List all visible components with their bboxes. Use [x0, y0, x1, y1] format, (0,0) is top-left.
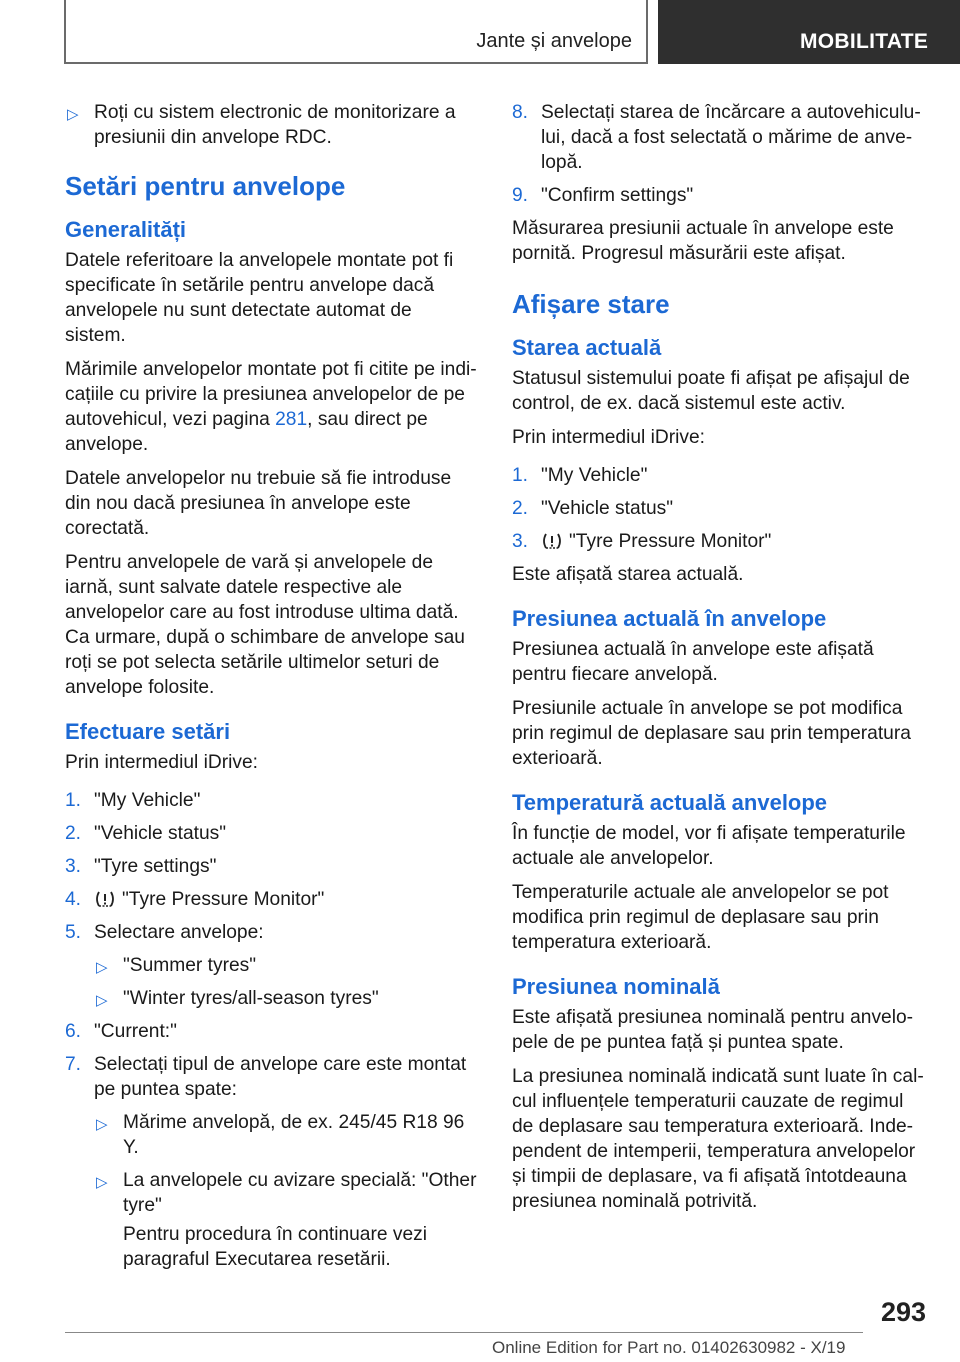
sub-bullet: ▷ Mărime anvelopă, de ex. 245/45 R18 96 Y. [96, 1112, 465, 1158]
step-item: 5. Selectare anvelope: [65, 922, 264, 943]
triangle-bullet-icon: ▷ [96, 959, 108, 976]
section-header-box [64, 0, 648, 64]
step-item: 7. Selectați tipul de anvelope care este montat pe puntea spate: [65, 1054, 467, 1100]
heading-make-settings: Efectuare setări [65, 719, 231, 744]
chapter-title: MOBILITATE [800, 30, 929, 53]
left-column [65, 100, 477, 1281]
footer-edition: Online Edition for Part no. 01402630982 - X/19 [492, 1338, 846, 1357]
heading-current-status: Starea actuală [512, 335, 662, 360]
paragraph-with-link: Mărimile anvelopelor montate pot fi citite pe indicațiile cu privire la presiunea anvelopelor de pe autovehicul, vezi pagina 281, sau direct pe anvelope. [65, 359, 477, 455]
heading-current-temperature: Temperatură actuală anvelope [512, 790, 828, 815]
paragraph: Este afișată presiunea nominală pentru anvelopele de pe puntea față și puntea spate. [512, 1007, 914, 1053]
step-item: 1. "My Vehicle" [512, 465, 648, 486]
page-header [0, 0, 960, 66]
step-item: 1. "My Vehicle" [65, 790, 201, 811]
right-column [512, 100, 926, 1223]
intro-bullet: ▷ Roți cu sistem electronic de monitorizare a presiunii din anvelope RDC. [67, 102, 456, 148]
chapter-tab [658, 0, 960, 64]
step-item: 3. "Tyre settings" [65, 856, 217, 877]
sub-list [65, 1110, 477, 1272]
heading-tyre-settings: Setări pentru anvelope [65, 171, 346, 201]
step-note: Pentru procedura în continuare vezi paragraful Executarea resetării. [123, 1224, 427, 1270]
paragraph: Pentru anvelopele de vară și anvelopele de iarnă, sunt salvate datele respective ale anvelopelor care au fost introduse ultima dată. Ca urmare, după o schimbare de anvelope sau roți se pot selecta setările ultimelor seturi de anvelope folosite. [65, 552, 465, 698]
section-title: Jante și anvelope [476, 30, 632, 52]
heading-general: Generalități [65, 217, 187, 242]
heading-status-display: Afișare stare [512, 289, 670, 319]
paragraph: Temperaturile actuale ale anvelopelor se pot modifica prin regimul de deplasare sau prin temperatura exterioară. [512, 882, 889, 953]
sub-bullet: ▷ "Summer tyres" [94, 953, 477, 978]
step-item: 2. "Vehicle status" [65, 823, 227, 844]
heading-nominal-pressure: Presiunea nominală [512, 974, 720, 999]
triangle-bullet-icon: ▷ [67, 106, 79, 123]
triangle-bullet-icon: ▷ [96, 992, 108, 1009]
step-item: 4. "Tyre Pressure Monitor" [65, 889, 325, 910]
paragraph: Este afișată starea actuală. [512, 564, 744, 585]
paragraph: Presiunea actuală în anvelope este afișată pentru fiecare anvelopă. [512, 639, 874, 685]
step-item: 6. "Current:" [65, 1021, 177, 1042]
paragraph: La presiunea nominală indicată sunt luate în calcul influențele temperaturii cauzate de regimul de deplasare sau temperatura exterioară. Independent de intemperii, temperatura anvelopelor și timpii de deplasare, va fi afișată întotdeauna presiunea nominală potrivită. [512, 1066, 924, 1212]
triangle-bullet-icon: ▷ [96, 1174, 108, 1191]
paragraph: Statusul sistemului poate fi afișat pe afișajul de control, de ex. dacă sistemul este activ. [512, 368, 910, 414]
paragraph: Presiunile actuale în anvelope se pot modifica prin regimul de deplasare sau prin temperatura exterioară. [512, 698, 911, 769]
step-item: 3. "Tyre Pressure Monitor" [512, 531, 772, 552]
via-idrive: Prin intermediul iDrive: [512, 427, 705, 448]
sub-bullet: ▷ "Winter tyres/all-season tyres" [94, 986, 477, 1011]
paragraph: Datele anvelopelor nu trebuie să fie introduse din nou dacă presiunea în anvelope este corectată. [65, 468, 452, 539]
step-item: 8. Selectați starea de încărcare a autovehiculului, dacă a fost selectată o mărime de anvelopă. [512, 102, 921, 173]
footer-divider [65, 1332, 863, 1333]
paragraph: Măsurarea presiunii actuale în anvelope este pornită. Progresul măsurării este afișat. [512, 218, 894, 264]
heading-current-pressure: Presiunea actuală în anvelope [512, 606, 827, 631]
sub-bullet: ▷ La anvelopele cu avizare specială: "Other tyre" [96, 1170, 477, 1216]
via-idrive: Prin intermediul iDrive: [65, 752, 258, 773]
triangle-bullet-icon: ▷ [96, 1116, 108, 1133]
step-item: 2. "Vehicle status" [512, 498, 674, 519]
page-link[interactable]: 281 [275, 409, 308, 430]
paragraph: Datele referitoare la anvelopele montate pot fi specificate în setările pentru anvelope dacă anvelopele nu sunt detectate automat de sistem. [65, 250, 454, 346]
tyre-pressure-warning-icon [94, 890, 116, 908]
paragraph: În funcție de model, vor fi afișate temperaturile actuale ale anvelopelor. [512, 823, 906, 869]
tyre-pressure-warning-icon [541, 532, 563, 550]
sub-list [65, 953, 477, 1011]
step-item: 9. "Confirm settings" [512, 185, 694, 206]
page-number: 293 [880, 1297, 926, 1327]
